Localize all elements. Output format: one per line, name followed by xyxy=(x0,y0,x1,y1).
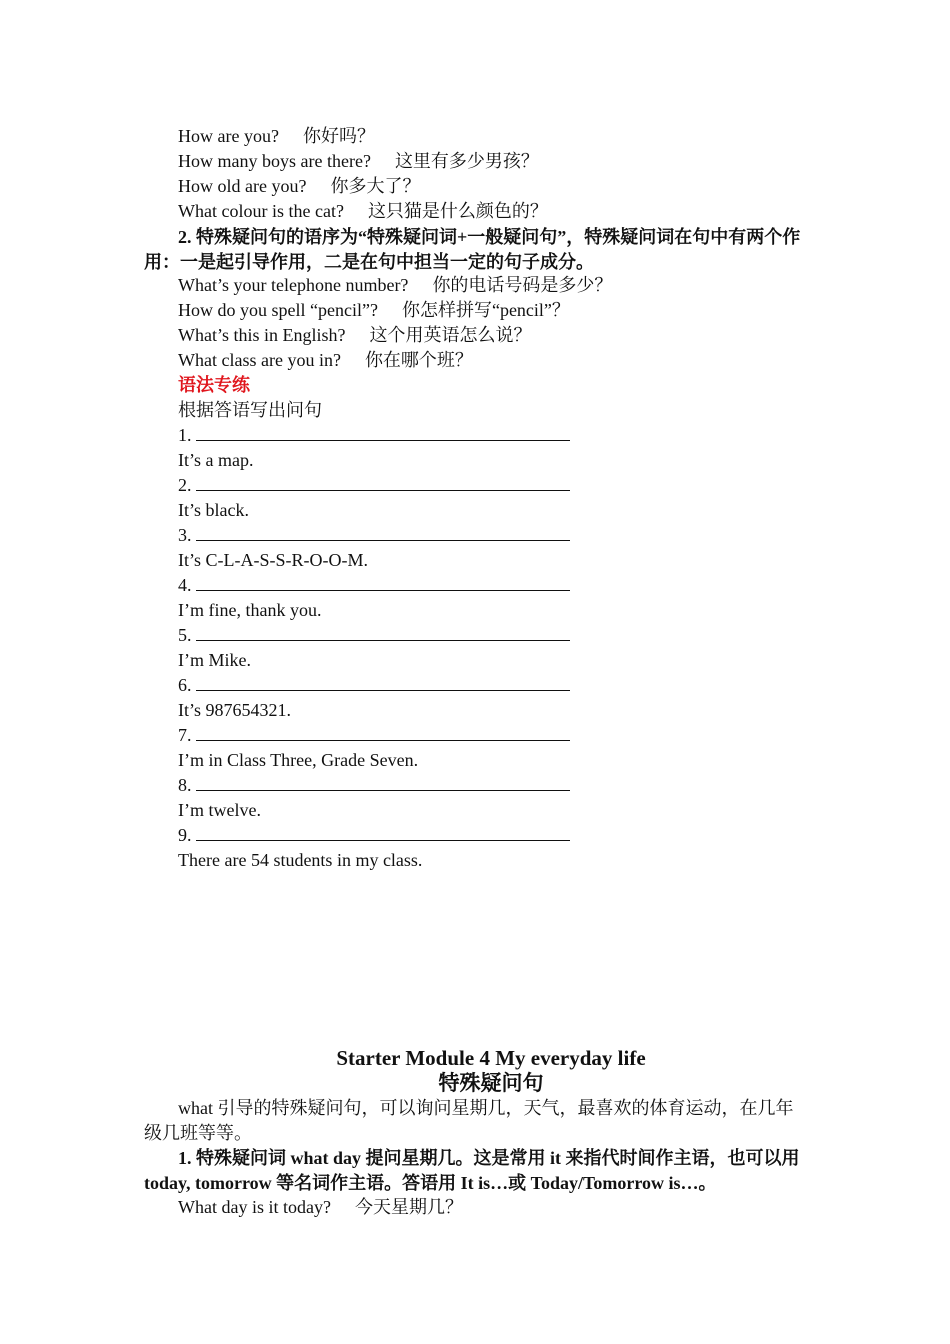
exercise-question: 5. xyxy=(178,624,570,646)
exercise-question: 3. xyxy=(178,524,570,546)
example-line: How old are you? 你多大了？ xyxy=(178,176,421,196)
answer-blank[interactable] xyxy=(196,626,570,641)
exercise-question: 1. xyxy=(178,424,570,446)
exercise-answer: I’m fine, thank you. xyxy=(178,600,322,620)
answer-blank[interactable] xyxy=(196,476,570,491)
exercise-answer: It’s 987654321. xyxy=(178,700,292,720)
module-title: Starter Module 4 My everyday life xyxy=(336,1046,646,1070)
module-subtitle: 特殊疑问句 xyxy=(438,1071,544,1095)
exercise-answer: I’m twelve. xyxy=(178,800,261,820)
answer-blank[interactable] xyxy=(196,676,570,691)
exercise-answer: It’s a map. xyxy=(178,450,254,470)
practice-heading: 语法专练 xyxy=(178,375,250,395)
example-line: How do you spell “pencil”? 你怎样拼写“pencil”？ xyxy=(178,300,570,320)
exercise-question: 6. xyxy=(178,674,570,696)
exercise-question: 2. xyxy=(178,474,570,496)
intro-paragraph: what 引导的特殊疑问句，可以询问星期几，天气，最喜欢的体育运动，在几年级几班等等。 xyxy=(144,1098,794,1143)
grammar-rule-1: 1. 特殊疑问词 what day 提问星期几。这是常用 it 来指代时间作主语，也可以用 today, tomorrow 等名词作主语。答语用 It is…或 Today/Tomorrow is…。 xyxy=(144,1148,800,1193)
exercise-answer: I’m in Class Three, Grade Seven. xyxy=(178,750,419,770)
practice-instruction: 根据答语写出问句 xyxy=(178,400,322,420)
exercise-question: 4. xyxy=(178,574,570,596)
example-line: What colour is the cat? 这只猫是什么颜色的？ xyxy=(178,201,548,221)
exercise-answer: It’s C-L-A-S-S-R-O-O-M. xyxy=(178,550,368,570)
answer-blank[interactable] xyxy=(196,776,570,791)
exercise-answer: I’m Mike. xyxy=(178,650,251,670)
answer-blank[interactable] xyxy=(196,826,570,841)
grammar-rule-2: 2. 特殊疑问句的语序为“特殊疑问词+一般疑问句”，特殊疑问词在句中有两个作用：一是起引导作用，二是在句中担当一定的句子成分。 xyxy=(144,227,801,272)
answer-blank[interactable] xyxy=(196,726,570,741)
example-line: What’s your telephone number? 你的电话号码是多少？ xyxy=(178,275,613,295)
exercise-answer: There are 54 students in my class. xyxy=(178,850,423,870)
example-line: What day is it today? 今天星期几？ xyxy=(178,1197,463,1217)
answer-blank[interactable] xyxy=(196,576,570,591)
exercise-question: 9. xyxy=(178,824,570,846)
example-line: What class are you in? 你在哪个班？ xyxy=(178,350,473,370)
answer-blank[interactable] xyxy=(196,426,570,441)
example-line: What’s this in English? 这个用英语怎么说？ xyxy=(178,325,532,345)
example-line: How many boys are there? 这里有多少男孩？ xyxy=(178,151,539,171)
answer-blank[interactable] xyxy=(196,526,570,541)
exercise-question: 7. xyxy=(178,724,570,746)
exercise-question: 8. xyxy=(178,774,570,796)
example-line: How are you? 你好吗？ xyxy=(178,126,375,146)
exercise-answer: It’s black. xyxy=(178,500,249,520)
